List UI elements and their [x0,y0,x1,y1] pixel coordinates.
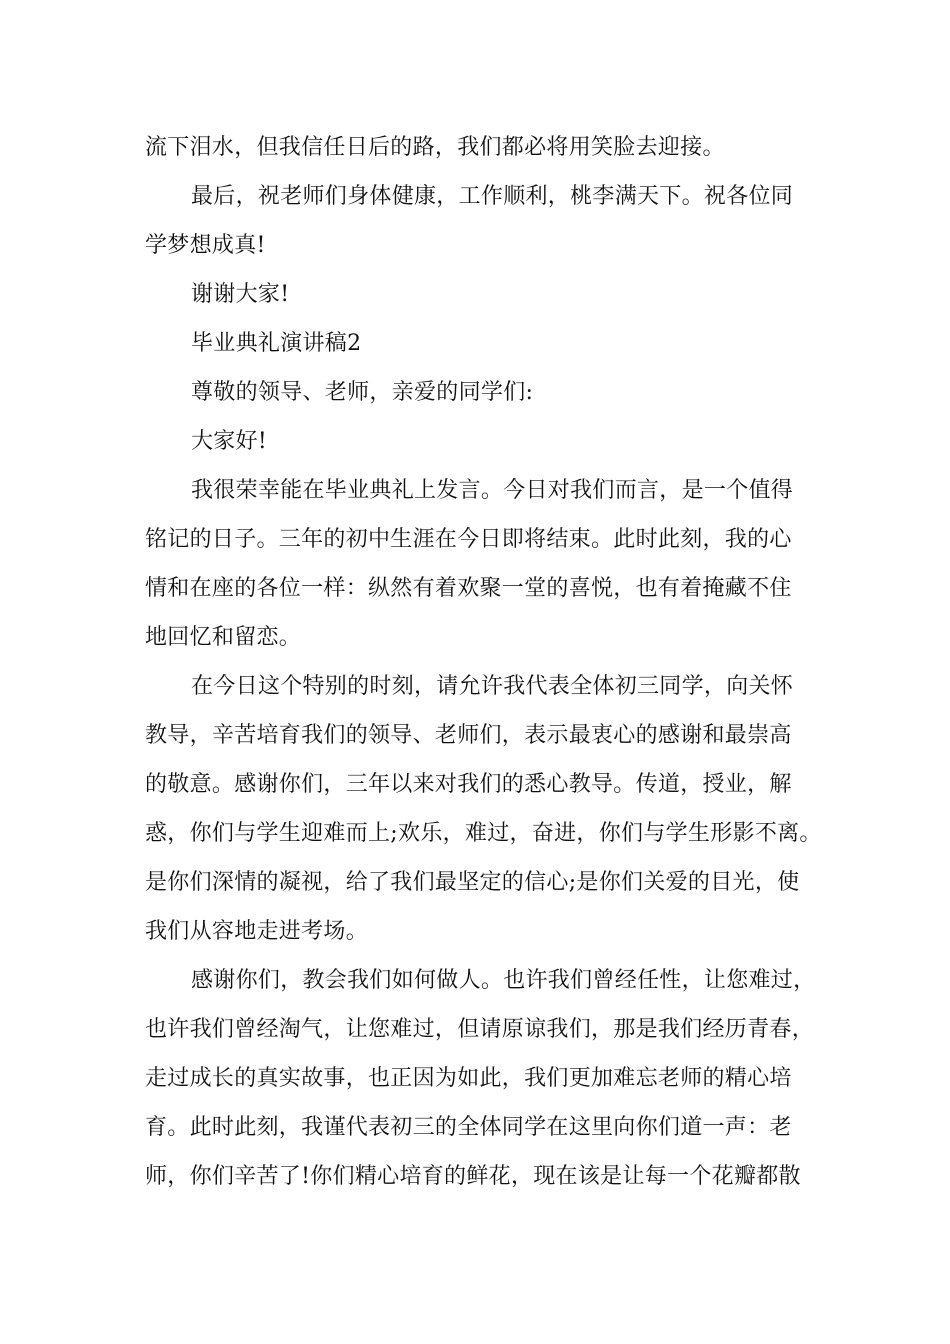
greeting-line: 大家好! [191,429,268,454]
paragraph-line: 育。此时此刻，我谨代表初三的全体同学在这里向你们道一声：老 [145,1115,792,1140]
paragraph-line: 惑，你们与学生迎难而上;欢乐，难过，奋进，你们与学生形影不离。 [145,821,822,846]
paragraph-line: 我很荣幸能在毕业典礼上发言。今日对我们而言，是一个值得 [191,478,794,503]
paragraph-line: 的敬意。感谢你们，三年以来对我们的悉心教导。传道，授业，解 [145,772,792,797]
document-body [145,123,822,1201]
salutation-line: 尊敬的领导、老师，亲爱的同学们: [191,380,534,405]
paragraph-line: 学梦想成真! [145,233,266,258]
paragraph-line: 师，你们辛苦了!你们精心培育的鲜花，现在该是让每一个花瓣都散 [145,1164,801,1189]
paragraph-line: 也许我们曾经淘气，让您难过，但请原谅我们，那是我们经历青春， [145,1017,815,1042]
paragraph-line: 是你们深情的凝视，给了我们最坚定的信心;是你们关爱的目光，使 [145,870,800,895]
paragraph-line: 地回忆和留恋。 [145,625,302,650]
paragraph-line: 走过成长的真实故事，也正因为如此，我们更加难忘老师的精心培 [145,1066,792,1091]
section-heading: 毕业典礼演讲稿2 [191,331,362,356]
paragraph-line: 最后，祝老师们身体健康，工作顺利，桃李满天下。祝各位同 [191,184,794,209]
paragraph-line: 流下泪水，但我信任日后的路，我们都必将用笑脸去迎接。 [145,135,725,160]
paragraph-line: 教导，辛苦培育我们的领导、老师们，表示最衷心的感谢和最崇高 [145,723,792,748]
paragraph-line: 谢谢大家! [191,282,290,307]
paragraph-line: 铭记的日子。三年的初中生涯在今日即将结束。此时此刻，我的心 [145,527,792,552]
paragraph-line: 感谢你们，教会我们如何做人。也许我们曾经任性，让您难过， [191,968,816,993]
paragraph-line: 我们从容地走进考场。 [145,919,369,944]
paragraph-line: 在今日这个特别的时刻，请允许我代表全体初三同学，向关怀 [191,674,794,699]
paragraph-line: 情和在座的各位一样：纵然有着欢聚一堂的喜悦，也有着掩藏不住 [145,576,792,601]
